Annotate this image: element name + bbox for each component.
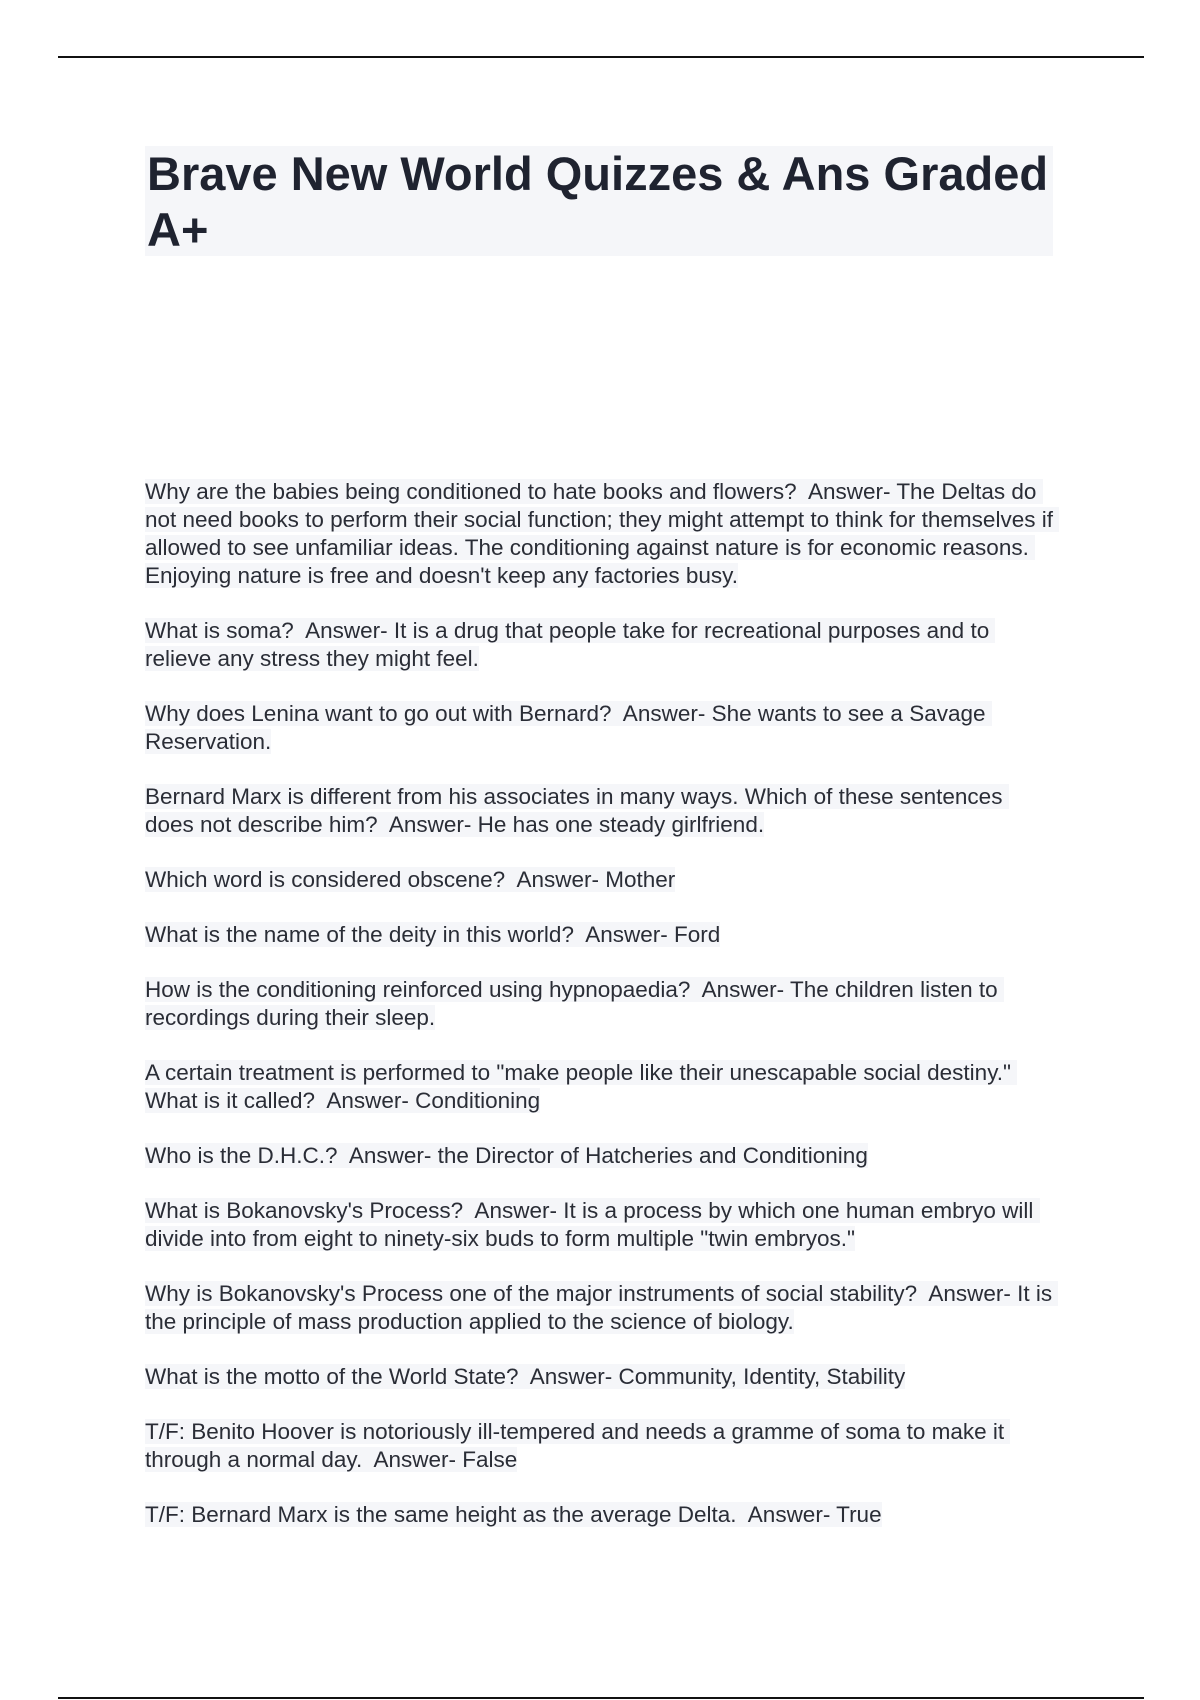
qa-question: How is the conditioning reinforced using hypnopaedia? — [145, 977, 691, 1002]
qa-answer-prefix: Answer- — [362, 1447, 463, 1472]
qa-answer: It is a drug that people take for recreational purposes and to relieve any stress they might feel. — [145, 618, 996, 671]
qa-answer: the Director of Hatcheries and Conditioning — [437, 1143, 868, 1168]
qa-answer-prefix: Answer- — [917, 1281, 1018, 1306]
qa-answer-prefix: Answer- — [611, 701, 712, 726]
qa-answer: Ford — [674, 922, 721, 947]
qa-list — [145, 478, 1060, 1556]
qa-answer: The children listen to recordings during their sleep. — [145, 977, 1004, 1030]
qa-item — [145, 1197, 1057, 1253]
qa-question: What is Bokanovsky's Process? — [145, 1198, 464, 1223]
qa-question: What is soma? — [145, 618, 294, 643]
qa-item — [145, 1280, 1057, 1336]
qa-question: A certain treatment is performed to "make people like their unescapable social destiny." What is it called? — [145, 1060, 1018, 1113]
qa-answer: It is a process by which one human embryo will divide into from eight to ninety-six buds to form multiple "twin embryos." — [145, 1198, 1040, 1251]
qa-answer-prefix: Answer- — [736, 1502, 837, 1527]
qa-answer-prefix: Answer- — [377, 812, 478, 837]
qa-item — [145, 783, 1057, 839]
qa-answer: It is the principle of mass production applied to the science of biology. — [145, 1281, 1059, 1334]
qa-item — [145, 617, 1057, 673]
qa-item — [145, 866, 1057, 894]
top-rule — [58, 56, 1144, 58]
qa-answer: She wants to see a Savage Reservation. — [145, 701, 992, 754]
qa-answer-prefix: Answer- — [505, 867, 606, 892]
qa-item — [145, 1501, 1057, 1529]
qa-answer-prefix: Answer- — [690, 977, 790, 1002]
qa-answer: False — [462, 1447, 518, 1472]
qa-item — [145, 1363, 1057, 1391]
qa-answer: Mother — [605, 867, 676, 892]
qa-question: Why are the babies being conditioned to hate books and flowers? — [145, 479, 797, 504]
qa-item — [145, 1418, 1057, 1474]
qa-item — [145, 1059, 1057, 1115]
qa-question: Who is the D.H.C.? — [145, 1143, 338, 1168]
qa-question: What is the name of the deity in this world? — [145, 922, 574, 947]
qa-item — [145, 976, 1057, 1032]
qa-item — [145, 921, 1057, 949]
qa-answer-prefix: Answer- — [293, 618, 394, 643]
qa-question: What is the motto of the World State? — [145, 1364, 519, 1389]
bottom-rule — [58, 1697, 1144, 1699]
qa-answer: True — [836, 1502, 882, 1527]
title-block — [145, 146, 1053, 256]
qa-question: Bernard Marx is different from his associates in many ways. Which of these sentences does not describe him? — [145, 784, 1009, 837]
qa-answer-prefix: Answer- — [796, 479, 897, 504]
qa-item — [145, 1142, 1057, 1170]
qa-question: T/F: Benito Hoover is notoriously ill-tempered and needs a gramme of soma to make it through a normal day. — [145, 1419, 1011, 1472]
qa-answer-prefix: Answer- — [463, 1198, 564, 1223]
qa-question: Why does Lenina want to go out with Bernard? — [145, 701, 612, 726]
qa-answer: The Deltas do not need books to perform their social function; they might attempt to think for themselves if allowed to see unfamiliar ideas. The conditioning against nature is for economic reasons. Enjoying nature is free and doesn't keep any factories busy. — [145, 479, 1060, 588]
qa-question: T/F: Bernard Marx is the same height as the average Delta. — [145, 1502, 737, 1527]
qa-answer-prefix: Answer- — [337, 1143, 438, 1168]
qa-answer-prefix: Answer- — [573, 922, 674, 947]
qa-answer: Community, Identity, Stability — [618, 1364, 906, 1389]
document-title: Brave New World Quizzes & Ans Graded A+ — [147, 147, 1049, 256]
qa-answer-prefix: Answer- — [518, 1364, 619, 1389]
qa-answer-prefix: Answer- — [315, 1088, 416, 1113]
qa-item — [145, 700, 1057, 756]
qa-question: Which word is considered obscene? — [145, 867, 506, 892]
qa-answer: He has one steady girlfriend. — [477, 812, 765, 837]
qa-item — [145, 478, 1060, 590]
qa-answer: Conditioning — [415, 1088, 541, 1113]
qa-question: Why is Bokanovsky's Process one of the major instruments of social stability? — [145, 1281, 918, 1306]
